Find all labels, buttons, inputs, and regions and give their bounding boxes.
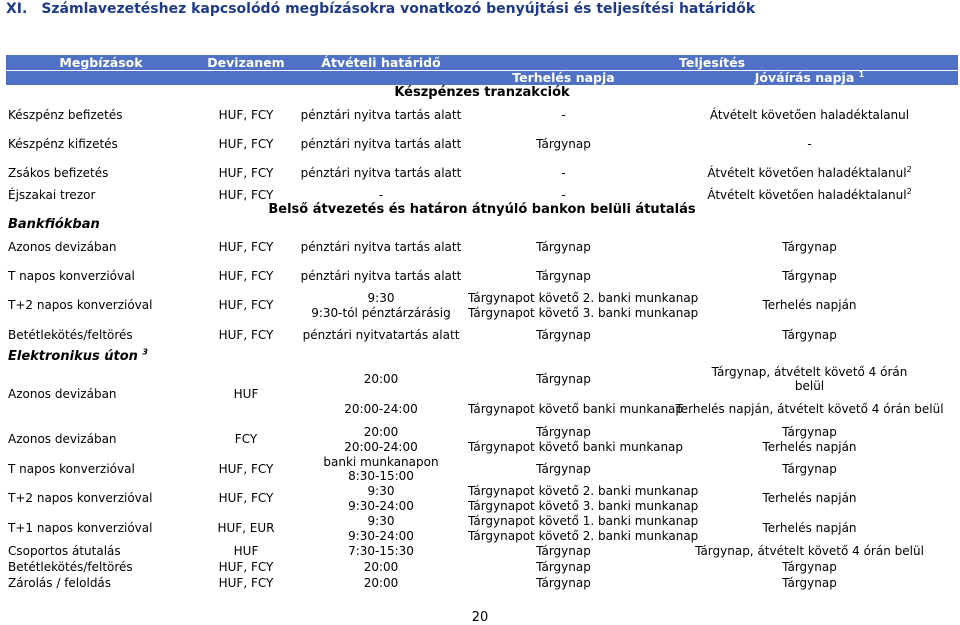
table-row: Zsákos befizetés HUF, FCY pénztári nyitva tartás alatt - Átvételt követően haladéktalanul$^2$ [8,164,912,180]
heading-number: XI. [6,1,28,17]
col-fulfilment: Teljesítés [466,55,958,71]
section-cash: Készpénzes tranzakciók [394,84,570,100]
table-row: Betétlekötés/feltörés HUF, FCY 20:00 Tárgynap Tárgynap [8,560,837,574]
table-row: 9:30-tól pénztárzárásig Tárgynapot követő 3. banki munkanap [311,305,699,320]
table-row: 9:30-24:00 Tárgynapot követő 2. banki munkanap [348,528,699,543]
group-electronic: Elektronikus úton $^3$ [8,347,148,364]
table-row: Készpénz kifizetés HUF, FCY pénztári nyitva tartás alatt Tárgynap - [8,136,812,151]
page-heading [6,1,755,17]
subheader-row [6,71,958,86]
table-row: Azonos devizában HUF 20:00 Tárgynap Tárgynap, átvételt követő 4 órán belül [8,365,908,401]
table-row: 20:00-24:00 Tárgynapot követő banki munkanap Terhelés napján, átvételt követő 4 órán belül [344,402,944,416]
table-row: T+2 napos konverzióval HUF, FCY 9:30 Tárgynapot követő 2. banki munkanap Terhelés napján [8,290,857,312]
col-deadline: Átvételi határidő [296,55,466,71]
group-branches: Bankfiókban [8,216,100,232]
page-number: 20 [471,610,489,625]
col-currency: Devizanem [196,55,296,71]
table-row: Éjszakai trezor HUF, FCY - - Átvételt követően haladéktalanul$^2$ [8,186,912,202]
table-row: T napos konverzióval HUF, FCY pénztári nyitva tartás alatt Tárgynap Tárgynap [8,268,837,283]
section-internal: Belső átvezetés és határon átnyúló bankon belüli átutalás [268,201,696,217]
header-row [6,55,958,71]
table-row: Csoportos átutalás HUF 7:30-15:30 Tárgynap Tárgynap, átvételt követő 4 órán belül [8,544,924,558]
table-row: Zárolás / feloldás HUF, FCY 20:00 Tárgynap Tárgynap [8,576,837,590]
heading-title: Számlavezetéshez kapcsolódó megbízásokra vonatkozó benyújtási és teljesítési határidők [41,1,756,17]
table-row: Azonos devizában HUF, FCY pénztári nyitva tartás alatt Tárgynap Tárgynap [8,239,837,254]
row-name: Készpénz befizetés [8,107,123,122]
col-debit-day: Terhelés napja [466,71,661,86]
table-row: Azonos devizában FCY 20:00 Tárgynap Tárgynap [8,424,837,446]
col-credit-day: Jóváírás napja $^1$ [661,71,958,86]
table-row: T napos konverzióval HUF, FCY banki munkanapon 8:30-15:00 Tárgynap Tárgynap [8,454,837,483]
table-row: T+2 napos konverzióval HUF, FCY 9:30 Tárgynapot követő 2. banki munkanap Terhelés napján [8,483,857,505]
table-row: 9:30-24:00 Tárgynapot követő 3. banki munkanap [348,498,699,513]
table-row: 20:00-24:00 Tárgynapot követő banki munkanap Terhelés napján [344,439,857,454]
table-row: T+1 napos konverzióval HUF, EUR 9:30 Tárgynapot követő 1. banki munkanap Terhelés napján [8,513,857,535]
table-row: Betétlekötés/feltörés HUF, FCY pénztári nyitvatartás alatt Tárgynap Tárgynap [8,327,837,342]
table-row: Készpénz befizetés HUF, FCY pénztári nyitva tartás alatt - Átvételt követően haladéktalanul [6,100,958,129]
deadlines-table [6,55,958,591]
col-orders: Megbízások [6,55,196,71]
